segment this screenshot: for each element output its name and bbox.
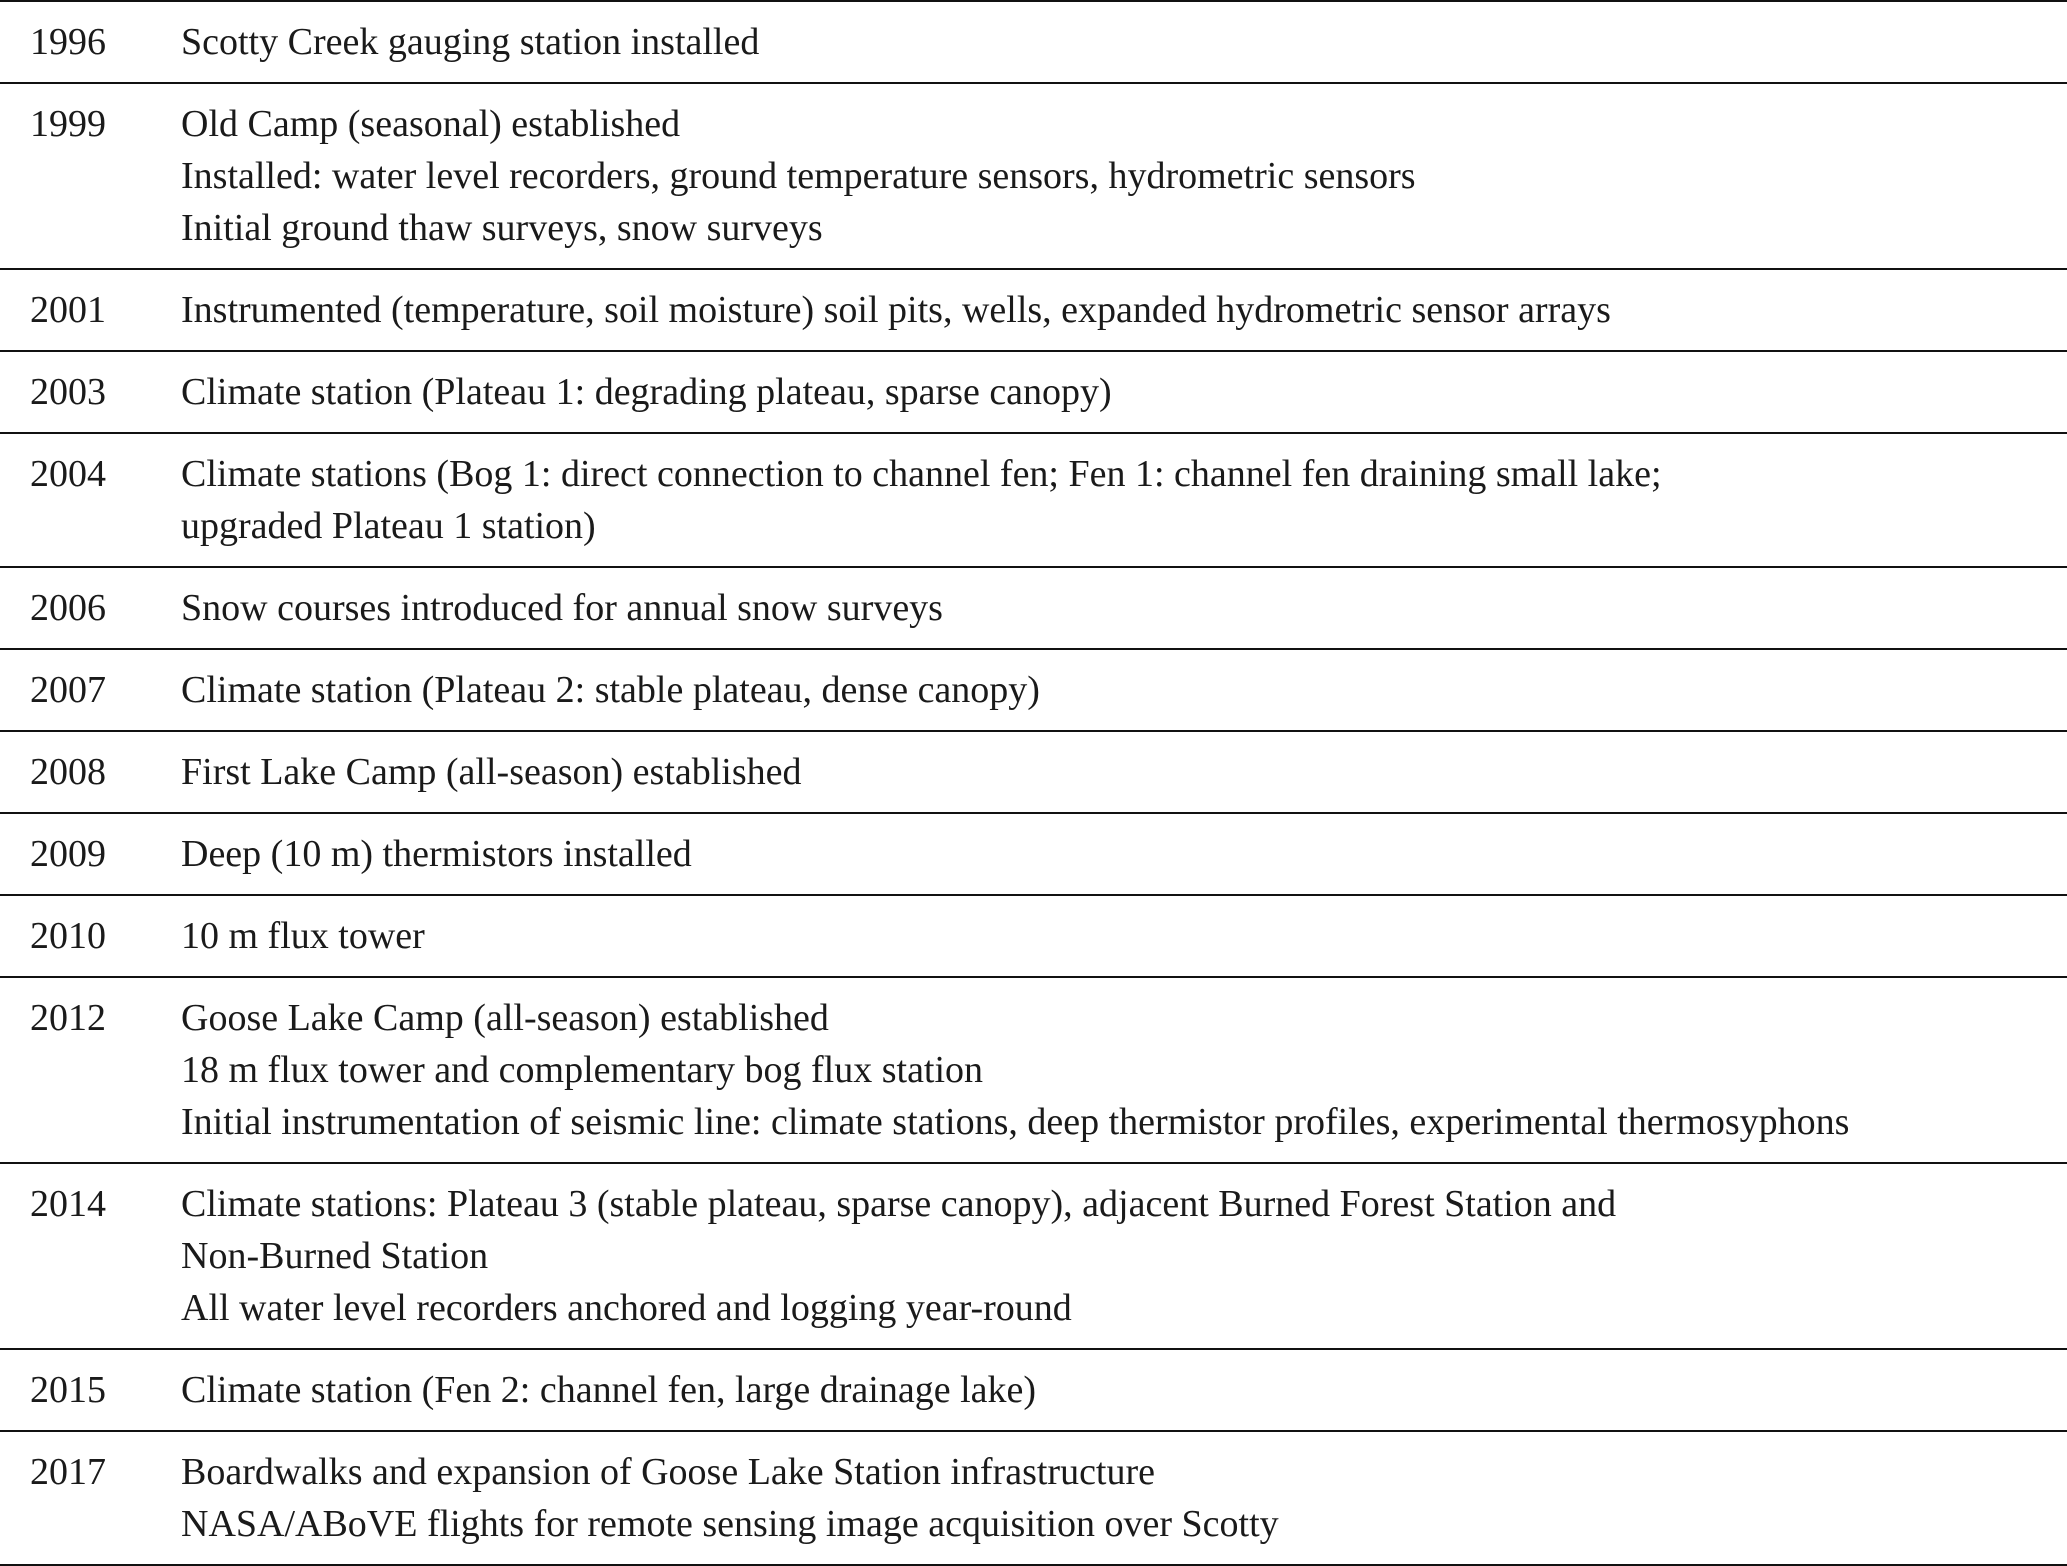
events-list xyxy=(181,84,2067,268)
timeline-body xyxy=(0,1,2067,1565)
table-row xyxy=(0,731,2067,813)
event-line: All water level recorders anchored and logging year-round xyxy=(181,1287,1072,1329)
year-label: 2008 xyxy=(30,751,106,793)
table-row xyxy=(0,269,2067,351)
table-row xyxy=(0,1349,2067,1431)
events-cell xyxy=(181,83,2067,269)
year-cell xyxy=(0,351,181,433)
events-cell xyxy=(181,433,2067,567)
event-line: Goose Lake Camp (all-season) established xyxy=(181,997,829,1039)
table-row xyxy=(0,649,2067,731)
event-line: Non-Burned Station xyxy=(181,1235,489,1277)
events-list xyxy=(181,650,2067,730)
events-list xyxy=(181,2,2067,82)
event-line: upgraded Plateau 1 station) xyxy=(181,505,596,547)
year-label: 1996 xyxy=(30,21,106,63)
year-cell xyxy=(0,813,181,895)
table-row xyxy=(0,895,2067,977)
year-label: 2014 xyxy=(30,1183,106,1225)
events-cell xyxy=(181,351,2067,433)
event-line: Scotty Creek gauging station installed xyxy=(181,21,760,63)
event-line: 18 m flux tower and complementary bog flux station xyxy=(181,1049,984,1091)
event-line: Climate station (Plateau 2: stable plateau, dense canopy) xyxy=(181,669,1040,711)
events-list xyxy=(181,978,2067,1162)
year-cell xyxy=(0,977,181,1163)
table-row xyxy=(0,567,2067,649)
year-label: 2017 xyxy=(30,1451,106,1493)
event-line: Deep (10 m) thermistors installed xyxy=(181,833,692,875)
year-cell xyxy=(0,649,181,731)
table-row xyxy=(0,813,2067,895)
table-row xyxy=(0,977,2067,1163)
event-line: Climate stations: Plateau 3 (stable plateau, sparse canopy), adjacent Burned Forest Station and xyxy=(181,1183,1617,1225)
event-line: Old Camp (seasonal) established xyxy=(181,103,681,145)
events-list xyxy=(181,1432,2067,1564)
events-cell xyxy=(181,731,2067,813)
event-line: 10 m flux tower xyxy=(181,915,425,957)
event-line: Instrumented (temperature, soil moisture) soil pits, wells, expanded hydrometric sensor arrays xyxy=(181,289,1611,331)
events-list xyxy=(181,434,2067,566)
year-cell xyxy=(0,269,181,351)
events-cell xyxy=(181,1349,2067,1431)
year-label: 2001 xyxy=(30,289,106,331)
events-cell xyxy=(181,1,2067,83)
events-cell xyxy=(181,895,2067,977)
year-label: 1999 xyxy=(30,103,106,145)
table-row xyxy=(0,351,2067,433)
year-cell xyxy=(0,433,181,567)
events-list xyxy=(181,732,2067,812)
year-label: 2003 xyxy=(30,371,106,413)
table-row xyxy=(0,1431,2067,1565)
event-line: First Lake Camp (all-season) established xyxy=(181,751,802,793)
table-row xyxy=(0,1,2067,83)
year-label: 2009 xyxy=(30,833,106,875)
table-row xyxy=(0,83,2067,269)
year-cell xyxy=(0,1349,181,1431)
events-list xyxy=(181,352,2067,432)
event-line: Climate station (Fen 2: channel fen, large drainage lake) xyxy=(181,1369,1037,1411)
year-cell xyxy=(0,1,181,83)
year-cell xyxy=(0,731,181,813)
event-line: Climate station (Plateau 1: degrading plateau, sparse canopy) xyxy=(181,371,1112,413)
event-line: NASA/ABoVE flights for remote sensing image acquisition over Scotty xyxy=(181,1503,1279,1545)
events-list xyxy=(181,568,2067,648)
event-line: Boardwalks and expansion of Goose Lake Station infrastructure xyxy=(181,1451,1156,1493)
year-label: 2004 xyxy=(30,453,106,495)
table-row xyxy=(0,1163,2067,1349)
event-line: Climate stations (Bog 1: direct connection to channel fen; Fen 1: channel fen draining small lake; xyxy=(181,453,1662,495)
events-cell xyxy=(181,813,2067,895)
table-row xyxy=(0,433,2067,567)
events-list xyxy=(181,814,2067,894)
year-label: 2010 xyxy=(30,915,106,957)
event-line: Installed: water level recorders, ground temperature sensors, hydrometric sensors xyxy=(181,155,1416,197)
year-label: 2015 xyxy=(30,1369,106,1411)
year-cell xyxy=(0,83,181,269)
events-cell xyxy=(181,269,2067,351)
year-cell xyxy=(0,567,181,649)
year-cell xyxy=(0,895,181,977)
event-line: Snow courses introduced for annual snow surveys xyxy=(181,587,943,629)
year-label: 2007 xyxy=(30,669,106,711)
events-cell xyxy=(181,649,2067,731)
events-cell xyxy=(181,1431,2067,1565)
events-list xyxy=(181,1350,2067,1430)
events-cell xyxy=(181,1163,2067,1349)
year-cell xyxy=(0,1431,181,1565)
year-cell xyxy=(0,1163,181,1349)
year-label: 2012 xyxy=(30,997,106,1039)
event-line: Initial ground thaw surveys, snow surveys xyxy=(181,207,823,249)
year-label: 2006 xyxy=(30,587,106,629)
events-list xyxy=(181,896,2067,976)
events-cell xyxy=(181,977,2067,1163)
events-list xyxy=(181,1164,2067,1348)
events-cell xyxy=(181,567,2067,649)
events-list xyxy=(181,270,2067,350)
event-line: Initial instrumentation of seismic line: climate stations, deep thermistor profiles, experimental thermosyphons xyxy=(181,1101,1850,1143)
